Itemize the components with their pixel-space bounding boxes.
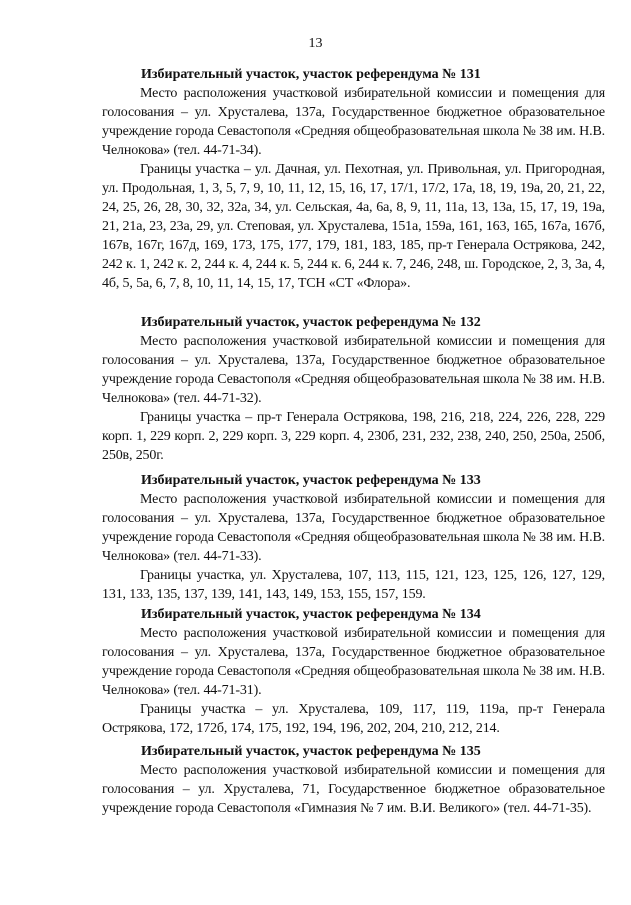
location-paragraph: Место расположения участковой избирательной комиссии и помещения для голосования – ул. Хрусталева, 137а, Государственное бюджетное образовательное учреждение города Севастополя «Средняя общеобразовательная школа № 38 им. Н.В. Челнокова» (тел. 44-71-32). xyxy=(102,334,605,406)
page-number: 13 xyxy=(308,36,323,51)
borders-paragraph: Границы участка – пр-т Генерала Острякова, 198, 216, 218, 224, 226, 228, 229 корп. 1, 229 корп. 2, 229 корп. 3, 229 корп. 4, 230б, 231, 232, 238, 240, 250, 250а, 250б, 250в, 250г. xyxy=(102,410,605,463)
polling-station-135 xyxy=(102,743,605,818)
section-heading: Избирательный участок, участок референдума № 133 xyxy=(141,473,481,488)
section-heading: Избирательный участок, участок референдума № 132 xyxy=(141,315,481,330)
location-paragraph: Место расположения участковой избирательной комиссии и помещения для голосования – ул. Хрусталева, 137а, Государственное бюджетное образовательное учреждение города Севастополя «Средняя общеобразовательная школа № 38 им. Н.В. Челнокова» (тел. 44-71-33). xyxy=(102,492,605,564)
polling-station-134 xyxy=(102,606,605,738)
location-paragraph: Место расположения участковой избирательной комиссии и помещения для голосования – ул. Хрусталева, 71, Государственное бюджетное образовательное учреждение города Севастополя «Гимназия № 7 им. В.И. Великого» (тел. 44-71-35). xyxy=(102,763,605,816)
section-heading: Избирательный участок, участок референдума № 134 xyxy=(141,607,481,622)
section-heading: Избирательный участок, участок референдума № 135 xyxy=(141,744,481,759)
section-heading: Избирательный участок, участок референдума № 131 xyxy=(141,67,481,82)
polling-station-132 xyxy=(102,314,605,465)
borders-paragraph: Границы участка – ул. Дачная, ул. Пехотная, ул. Привольная, ул. Пригородная, ул. Продольная, 1, 3, 5, 7, 9, 10, 11, 12, 15, 16, 17, 17/1, 17/2, 17а, 18, 19, 19а, 20, 21, 22, 24, 25, 26, 28, 30, 32, 32а, 34, ул. Сельская, 4а, 6а, 8, 9, 11, 11а, 13, 13а, 15, 17, 19, 19а, 21, 21а, 23, 23а, 29, ул. Степовая, ул. Хрусталева, 151а, 159а, 161, 163, 165, 167а, 167б, 167в, 167г, 167д, 169, 173, 175, 177, 179, 181, 183, 185, пр-т Генерала Острякова, 242, 242 к. 1, 242 к. 2, 244 к. 4, 244 к. 5, 244 к. 6, 244 к. 7, 246, 248, ш. Городское, 2, 3, 3а, 4, 4б, 5, 5а, 6, 7, 8, 10, 11, 14, 15, 17, ТСН «СТ «Флора». xyxy=(102,162,605,291)
polling-station-131 xyxy=(102,66,605,293)
borders-paragraph: Границы участка, ул. Хрусталева, 107, 113, 115, 121, 123, 125, 126, 127, 129, 131, 133, 135, 137, 139, 141, 143, 149, 153, 155, 157, 159. xyxy=(102,568,605,602)
polling-station-133 xyxy=(102,472,605,604)
location-paragraph: Место расположения участковой избирательной комиссии и помещения для голосования – ул. Хрусталева, 137а, Государственное бюджетное образовательное учреждение города Севастополя «Средняя общеобразовательная школа № 38 им. Н.В. Челнокова» (тел. 44-71-31). xyxy=(102,626,605,698)
location-paragraph: Место расположения участковой избирательной комиссии и помещения для голосования – ул. Хрусталева, 137а, Государственное бюджетное образовательное учреждение города Севастополя «Средняя общеобразовательная школа № 38 им. Н.В. Челнокова» (тел. 44-71-34). xyxy=(102,86,605,158)
borders-paragraph: Границы участка – ул. Хрусталева, 109, 117, 119, 119а, пр-т Генерала Острякова, 172, 172б, 174, 175, 192, 194, 196, 202, 204, 210, 212, 214. xyxy=(102,702,605,736)
